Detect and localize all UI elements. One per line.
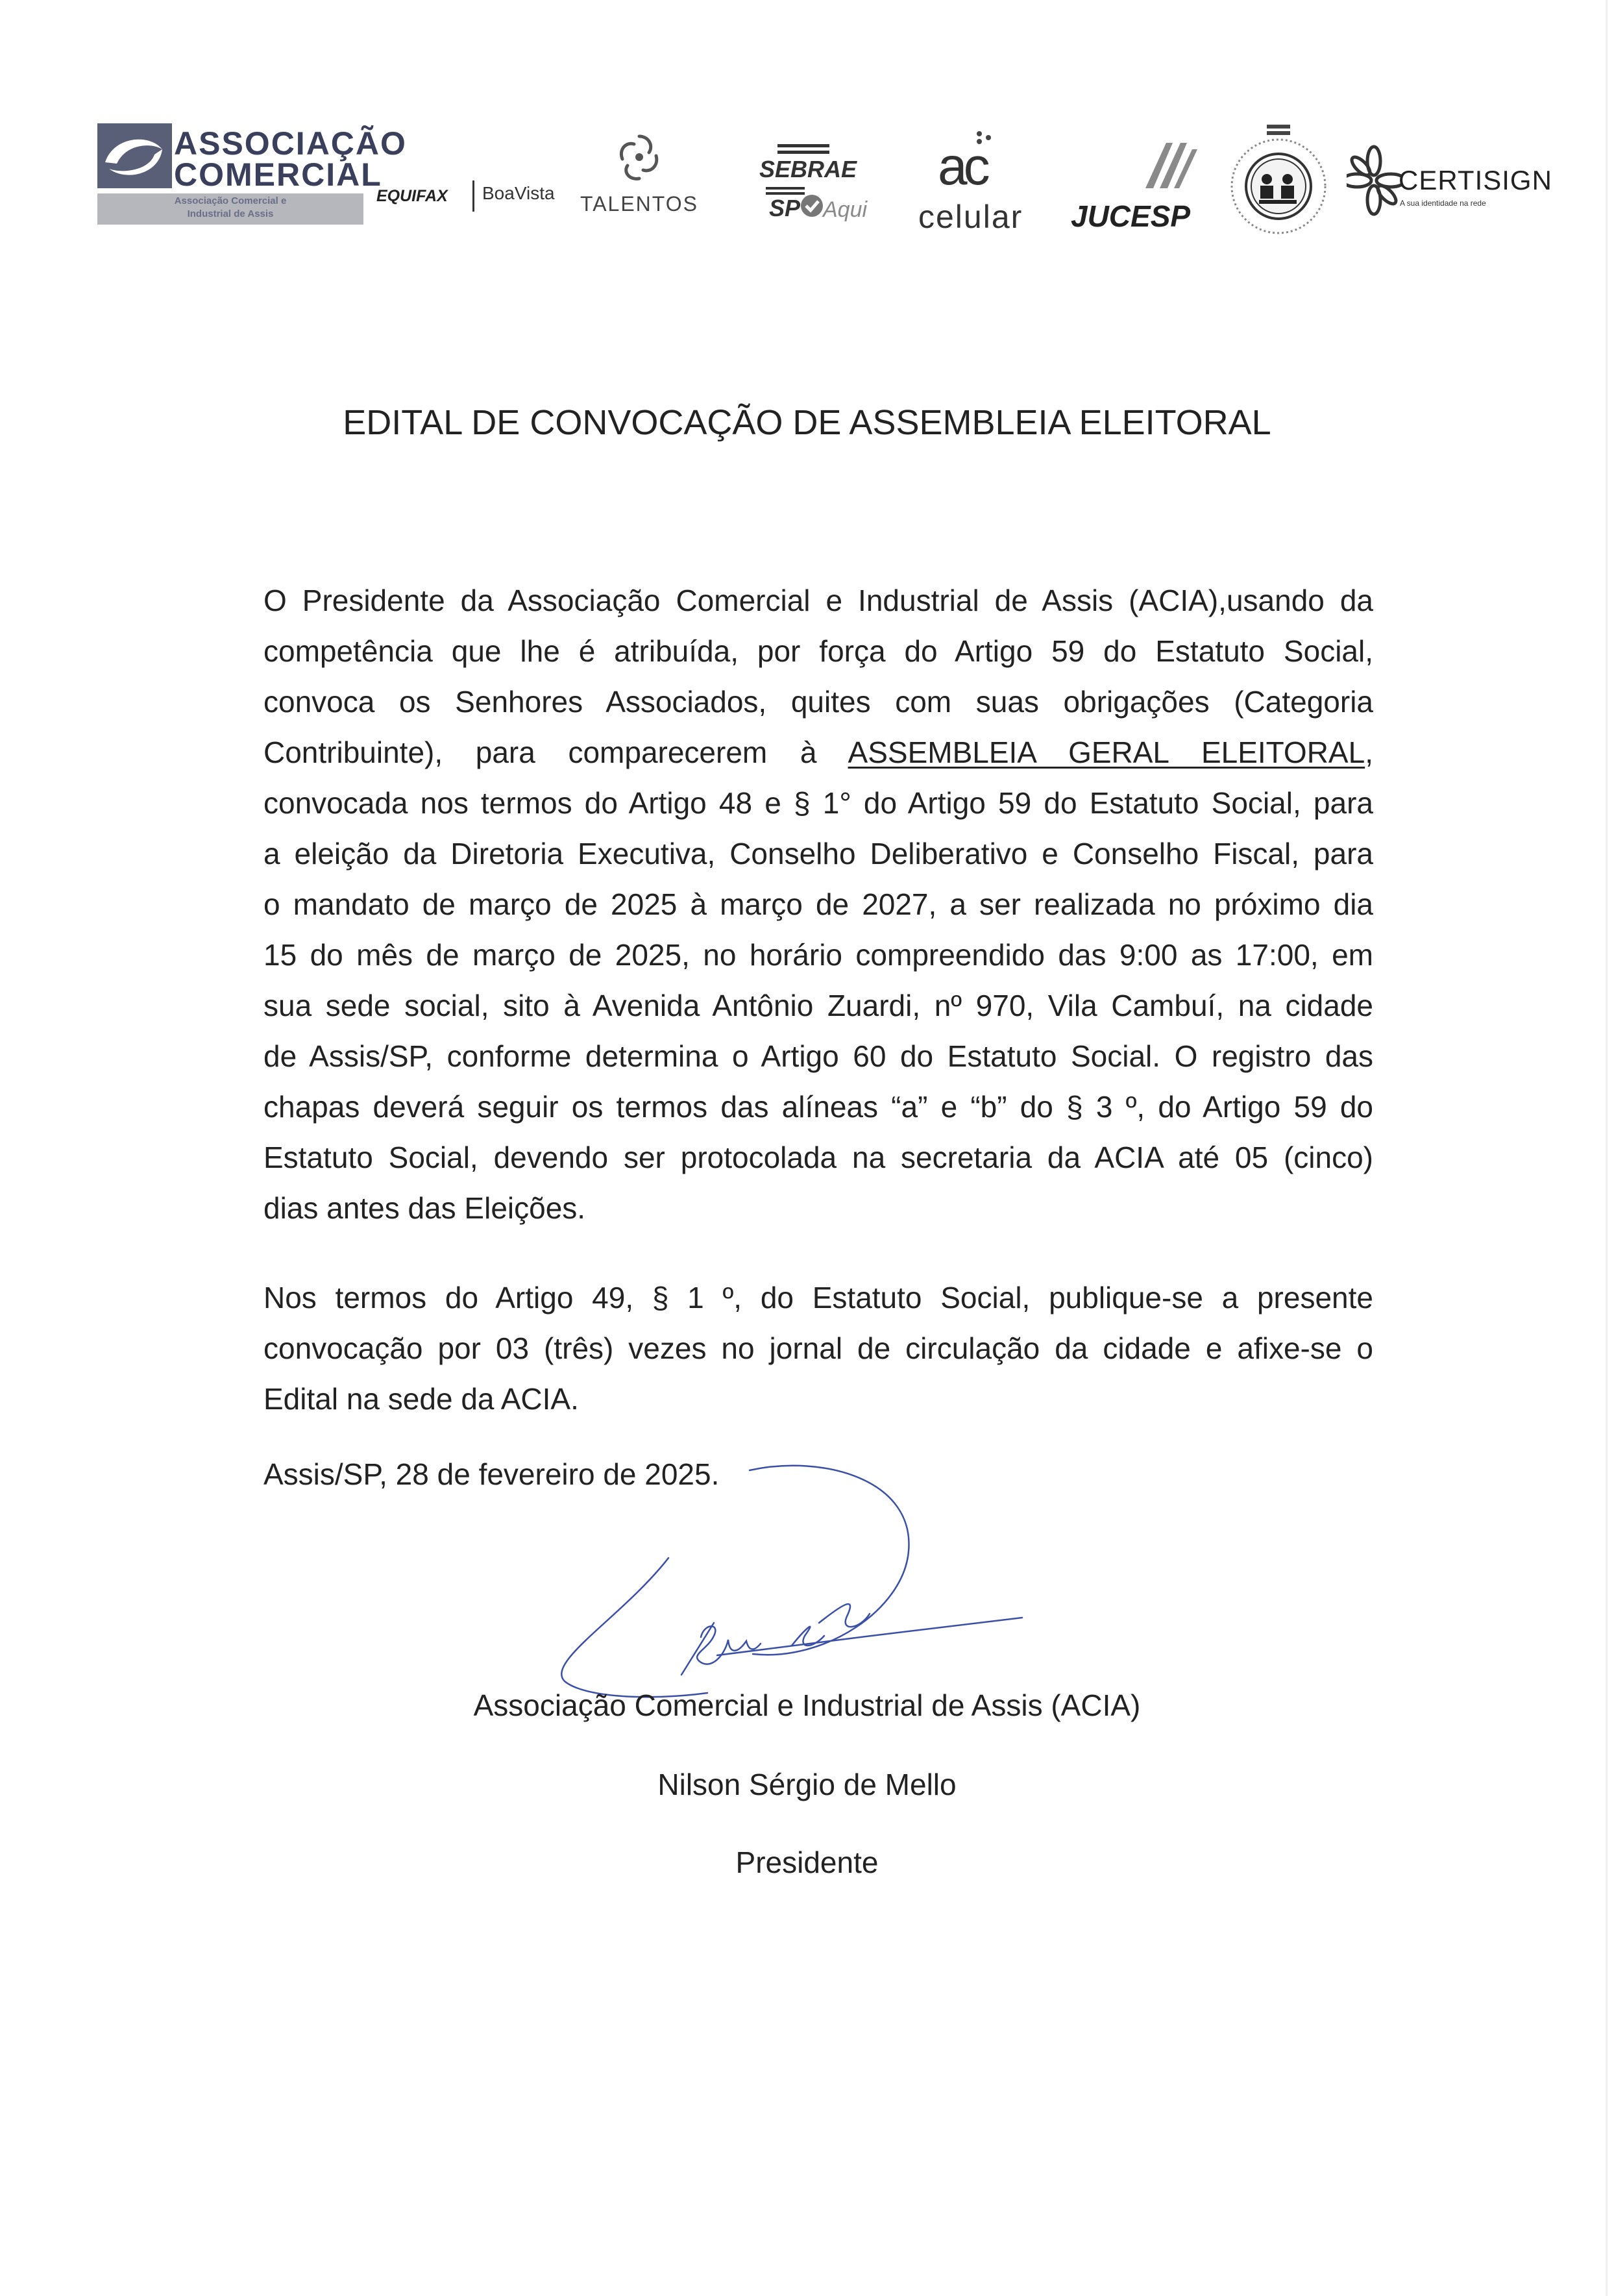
signature-role: Presidente <box>735 1845 879 1879</box>
logo-divider <box>472 180 474 212</box>
check-icon <box>800 193 824 218</box>
paragraph-line: de Assis/SP, conforme determina o Artigo 60 do Estatuto Social. O registro das <box>263 1039 1373 1073</box>
certisign-logo <box>1347 143 1552 227</box>
sponsor-logos <box>97 110 1552 266</box>
paragraph-line: Edital na sede da ACIA. <box>263 1382 579 1416</box>
seal-logo <box>1220 125 1334 238</box>
paragraph-line: o mandato de março de 2025 à março de 2027, a ser realizada no próximo dia <box>263 887 1373 921</box>
acia-swirl-icon <box>97 123 172 188</box>
paragraph-line: Estatuto Social, devendo ser protocolada na secretaria da ACIA até 05 (cinco) <box>263 1141 1373 1174</box>
paragraph-line: sua sede social, sito à Avenida Antônio Zuardi, nº 970, Vila Cambuí, na cidade <box>263 989 1373 1022</box>
paragraph-line: O Presidente da Associação Comercial e Industrial de Assis (ACIA),usando da <box>263 584 1373 617</box>
assembly-name: ASSEMBLEIA GERAL ELEITORAL <box>848 735 1365 769</box>
acia-logo-line1: ASSOCIAÇÃO <box>174 125 407 162</box>
paragraph-line-assembly <box>263 727 1373 778</box>
ac-celular-logo-mark: ac <box>938 137 986 196</box>
certisign-tagline: A sua identidade na rede <box>1400 199 1486 208</box>
sebrae-logo-name: SEBRAE <box>759 156 857 182</box>
paragraph-line: convoca os Senhores Associados, quites com suas obrigações (Categoria <box>263 685 1373 719</box>
certisign-flower-icon <box>1347 143 1402 221</box>
talentos-logo-text: TALENTOS <box>580 192 698 216</box>
paragraph-line: Nos termos do Artigo 49, § 1 º, do Estatuto Social, publique-se a presente <box>263 1281 1373 1315</box>
acia-logo-subtitle: Associação Comercial e Industrial de Assis <box>174 195 287 219</box>
sebrae-logo <box>746 143 896 227</box>
paragraph-line: convocação por 03 (três) vezes no jornal de circulação da cidade e afixe-se o <box>263 1331 1373 1365</box>
ac-celular-logo-text: celular <box>918 199 1023 235</box>
paragraph-line: dias antes das Eleições. <box>263 1191 586 1225</box>
assembly-comma: , <box>1365 735 1373 769</box>
document-title: EDITAL DE CONVOCAÇÃO DE ASSEMBLEIA ELEITORAL <box>343 403 1271 442</box>
scan-edge <box>1606 0 1608 2296</box>
jucesp-logo <box>1071 130 1214 234</box>
place-date: Assis/SP, 28 de fevereiro de 2025. <box>263 1457 720 1491</box>
seal-emblem-icon <box>1220 125 1334 238</box>
certisign-logo-text: CERTISIGN <box>1399 165 1552 195</box>
paragraph-line: 15 do mês de março de 2025, no horário compreendido das 9:00 as 17:00, em <box>263 938 1373 972</box>
paragraph-convocation <box>263 575 1373 1233</box>
ac-celular-logo <box>918 130 1061 234</box>
paragraph-line: competência que lhe é atribuída, por força do Artigo 59 do Estatuto Social, <box>263 634 1373 668</box>
jucesp-logo-text: JUCESP <box>1071 199 1191 233</box>
talentos-logo <box>574 130 704 221</box>
paragraph-line-text: Contribuinte), para comparecerem à <box>263 735 817 769</box>
jucesp-stripes-icon <box>1132 136 1204 195</box>
paragraph-publication <box>263 1272 1373 1424</box>
boavista-logo: BoaVista <box>482 183 555 203</box>
paragraph-line: convocada nos termos do Artigo 48 e § 1° do Artigo 59 do Estatuto Social, para <box>263 786 1373 820</box>
sebrae-logo-state: SP <box>769 195 801 221</box>
signature-name: Nilson Sérgio de Mello <box>657 1768 957 1801</box>
sebrae-lines-icon <box>764 143 842 156</box>
paragraph-line: chapas deverá seguir os termos das alíneas “a” e “b” do § 3 º, do Artigo 59 do <box>263 1090 1373 1124</box>
signature-organization: Associação Comercial e Industrial de Assis (ACIA) <box>473 1688 1141 1722</box>
acia-logo <box>97 123 407 230</box>
aqui-logo-text: Aqui <box>823 197 868 222</box>
handwritten-signature <box>519 1448 1103 1720</box>
equifax-logo: EQUIFAX <box>376 187 448 205</box>
paragraph-line: a eleição da Diretoria Executiva, Conselho Deliberativo e Conselho Fiscal, para <box>263 837 1373 870</box>
acia-logo-line2: COMERCIAL <box>174 156 382 193</box>
talentos-star-icon <box>613 130 665 188</box>
